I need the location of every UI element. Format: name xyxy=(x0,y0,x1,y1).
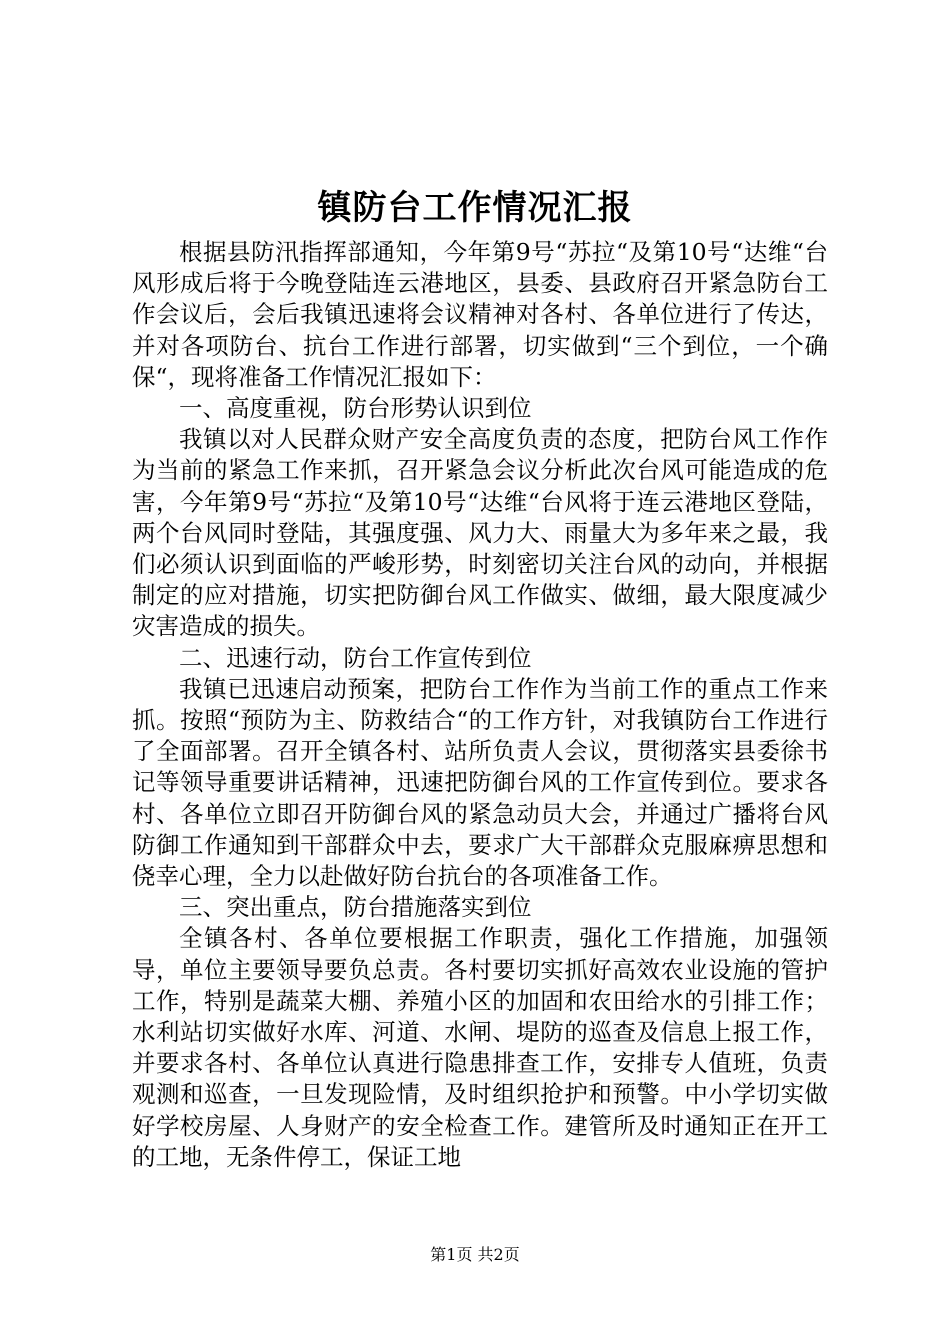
section-paragraph-2: 我镇已迅速启动预案，把防台工作作为当前工作的重点工作来抓。按照“预防为主、防救结合“的工作方针，对我镇防台工作进行了全面部署。召开全镇各村、站所负责人会议，贯彻落实县委徐书记等领导重要讲话精神，迅速把防御台风的工作宣传到位。要求各村、各单位立即召开防御台风的紧急动员大会，并通过广播将台风防御工作通知到干部群众中去，要求广大干部群众克服麻痹思想和侥幸心理，全力以赴做好防台抗台的各项准备工作。 xyxy=(132,674,828,891)
intro-paragraph: 根据县防汛指挥部通知，今年第9号“苏拉“及第10号“达维“台风形成后将于今晚登陆连云港地区，县委、县政府召开紧急防台工作会议后，会后我镇迅速将会议精神对各村、各单位进行了传达，并对各项防台、抗台工作进行部署，切实做到“三个到位，一个确保“，现将准备工作情况汇报如下： xyxy=(132,238,828,391)
document-body xyxy=(132,237,828,1173)
section-paragraph-3: 全镇各村、各单位要根据工作职责，强化工作措施，加强领导，单位主要领导要负总责。各村要切实抓好高效农业设施的管护工作，特别是蔬菜大棚、养殖小区的加固和农田给水的引排工作；水利站切实做好水库、河道、水闸、堤防的巡查及信息上报工作，并要求各村、各单位认真进行隐患排查工作，安排专人值班，负责观测和巡查，一旦发现险情，及时组织抢护和预警。中小学切实做好学校房屋、人身财产的安全检查工作。建管所及时通知正在开工的工地，无条件停工，保证工地 xyxy=(132,924,828,1171)
section-heading-1: 一、高度重视，防台形势认识到位 xyxy=(179,394,532,423)
page-number-footer: 第1页 共2页 xyxy=(430,1245,520,1264)
section-heading-3: 三、突出重点，防台措施落实到位 xyxy=(179,893,532,922)
section-heading-2: 二、迅速行动，防台工作宣传到位 xyxy=(179,643,532,672)
section-paragraph-1: 我镇以对人民群众财产安全高度负责的态度，把防台风工作作为当前的紧急工作来抓，召开紧急会议分析此次台风可能造成的危害，今年第9号“苏拉“及第10号“达维“台风将于连云港地区登陆，两个台风同时登陆，其强度强、风力大、雨量大为多年来之最，我们必须认识到面临的严峻形势，时刻密切关注台风的动向，并根据制定的应对措施，切实把防御台风工作做实、做细，最大限度减少灾害造成的损失。 xyxy=(132,425,828,641)
document-title: 镇防台工作情况汇报 xyxy=(317,188,633,228)
